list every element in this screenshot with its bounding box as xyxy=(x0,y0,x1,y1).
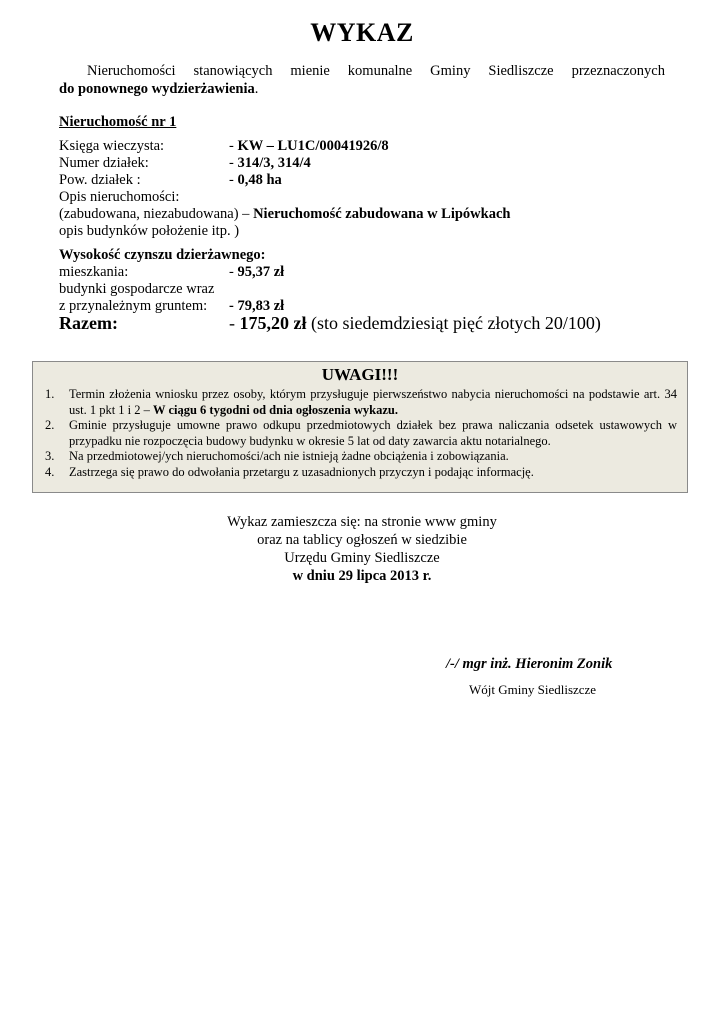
signatory-role: Wójt Gminy Siedliszcze xyxy=(469,682,597,697)
total-value: 175,20 zł xyxy=(239,313,307,333)
footer-line: oraz na tablicy ogłoszeń w siedzibie xyxy=(257,532,467,548)
intro-bold: do ponownego wydzierżawienia xyxy=(59,81,255,97)
field-label: mieszkania: xyxy=(59,264,129,280)
intro-word: komunalne xyxy=(347,63,413,79)
field-pow: Pow. działek : - 0,48 ha xyxy=(59,172,282,188)
intro-word: Nieruchomości xyxy=(87,63,176,79)
field-opis xyxy=(59,205,510,223)
intro-paragraph xyxy=(59,62,665,98)
rent-mieszkania: mieszkania: - 95,37 zł xyxy=(59,264,285,280)
field-opis-note: opis budynków położenie itp. ) xyxy=(59,223,240,239)
rent-heading: Wysokość czynszu dzierżawnego: xyxy=(59,247,266,263)
signature: /-/ mgr inż. Hieronim Zonik xyxy=(446,656,613,672)
field-label: z przynależnym gruntem: xyxy=(59,298,208,314)
field-value: Nieruchomość zabudowana w Lipówkach xyxy=(253,206,511,222)
intro-word: Siedliszcze xyxy=(488,63,554,79)
publication-note xyxy=(0,513,724,585)
field-ksiega: Księga wieczysta: - KW – LU1C/00041926/8 xyxy=(59,138,389,154)
field-label: (zabudowana, niezabudowana) – xyxy=(59,206,250,222)
field-numer: Numer działek: - 314/3, 314/4 xyxy=(59,155,311,171)
field-value: 79,83 zł xyxy=(237,298,285,314)
intro-word: mienie xyxy=(290,63,330,79)
uwagi-heading: UWAGI!!! xyxy=(321,365,399,384)
intro-end: . xyxy=(254,81,259,97)
list-text: Gminie przysługuje umowne prawo odkupu przedmiotowych działek bez prawa naliczania odsetek ustawowych w przypadku nie rozpoczęcia budowy budynku w okresie 5 lat od daty zawarcia aktu notarialnego. xyxy=(69,418,677,448)
list-number: 2. xyxy=(45,418,55,432)
footer-date: w dniu 29 lipca 2013 r. xyxy=(292,568,432,584)
footer-line: Wykaz zamieszcza się: na stronie www gminy xyxy=(227,514,497,530)
field-label: Księga wieczysta: xyxy=(59,138,165,154)
intro-line-1 xyxy=(59,62,665,80)
list-text: Zastrzega się prawo do odwołania przetargu z uzasadnionych przyczyn i podając informację. xyxy=(69,464,534,479)
rent-budynki-label: budynki gospodarcze wraz xyxy=(59,281,215,297)
uwagi-box xyxy=(32,361,688,493)
total-words: (sto siedemdziesiąt pięć złotych 20/100) xyxy=(311,313,601,333)
list-number: 4. xyxy=(45,464,55,479)
list-item xyxy=(33,449,687,465)
intro-line-2 xyxy=(59,80,665,98)
list-number: 3. xyxy=(45,449,55,463)
intro-word: przeznaczonych xyxy=(571,63,665,79)
list-item xyxy=(33,387,687,418)
field-label: Numer działek: xyxy=(59,155,149,171)
field-value: KW – LU1C/00041926/8 xyxy=(237,138,389,154)
intro-word: Gminy xyxy=(430,63,471,79)
document-title: WYKAZ xyxy=(310,18,414,47)
footer-line: Urzędu Gminy Siedliszcze xyxy=(284,550,440,566)
rent-budynki: z przynależnym gruntem: - 79,83 zł xyxy=(59,298,285,314)
field-value: 95,37 zł xyxy=(237,264,285,280)
list-number: 1. xyxy=(45,387,55,401)
list-text-bold: W ciągu 6 tygodni od dnia ogłoszenia wykazu. xyxy=(153,402,398,417)
list-text: Termin złożenia wniosku przez osoby, którym przysługuje pierwszeństwo nabycia nieruchomości na podstawie art. 34 ust. 1 pkt 1 i 2 – xyxy=(69,387,677,417)
total-label: Razem: xyxy=(59,313,118,333)
list-item xyxy=(33,418,687,449)
list-item xyxy=(33,465,687,481)
intro-word: stanowiących xyxy=(193,63,273,79)
rent-total: Razem: - 175,20 zł (sto siedemdziesiąt pięć złotych 20/100) xyxy=(59,313,601,333)
field-value: 0,48 ha xyxy=(237,172,282,188)
list-text: Na przedmiotowej/ych nieruchomości/ach nie istnieją żadne obciążenia i zobowiązania. xyxy=(69,449,509,463)
field-label: Pow. działek : xyxy=(59,172,141,188)
field-opis-label: Opis nieruchomości: xyxy=(59,189,180,205)
field-value: 314/3, 314/4 xyxy=(237,155,311,171)
uwagi-list xyxy=(33,387,687,480)
property-heading: Nieruchomość nr 1 xyxy=(59,114,177,130)
